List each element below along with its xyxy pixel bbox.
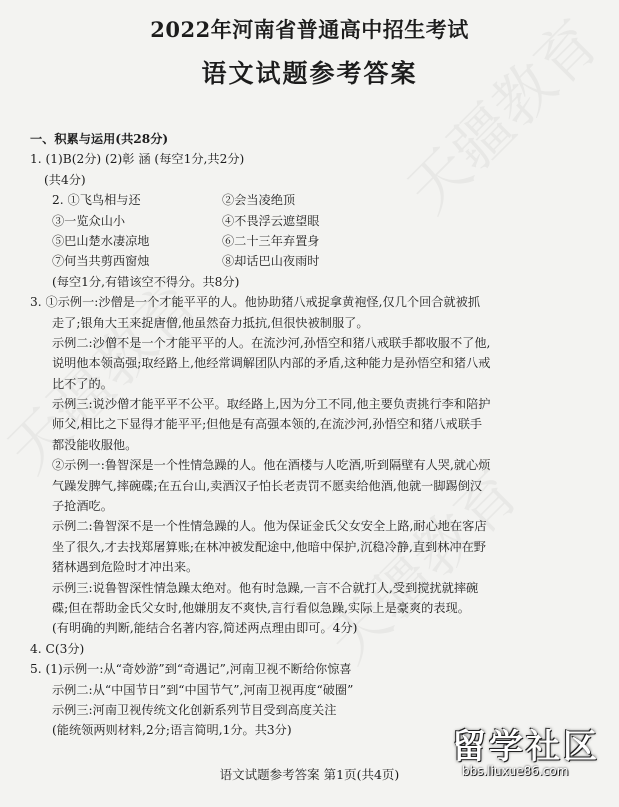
answer-line: (有明确的判断,能结合名著内容,简述两点理由即可。4分) — [52, 621, 358, 636]
answer-cell: ⑥二十三年弃置身 — [222, 233, 320, 248]
answer-row — [30, 190, 590, 210]
answer-line: 碟;但在帮助金氏父女时,他嫌朋友不爽快,言行看似急躁,实际上是豪爽的表现。 — [52, 600, 470, 615]
answer-line: 示例二:鲁智深不是一个性情急躁的人。他为保证金氏父女安全上路,耐心地在客店 — [52, 519, 487, 534]
answer-title: 语文试题参考答案 — [201, 59, 418, 88]
answer-cell: ③一览众山小 — [52, 213, 126, 228]
answer-line: ②示例一:鲁智深是一个性情急躁的人。他在酒楼与人吃酒,听到隔壁有人哭,就心烦 — [52, 458, 491, 473]
answer-line: 示例二:从“中国节日”到“中国节气”,河南卫视再度“破圈” — [52, 682, 354, 697]
answer-line: 走了;银角大王来捉唐僧,他虽然奋力抵抗,但很快被制服了。 — [52, 315, 369, 330]
answer-line: 猪林遇到危险时才冲出来。 — [52, 560, 199, 575]
page-footer: 语文试题参考答案 第1页(共4页) — [219, 767, 400, 782]
answer-line: 坐了很久,才去找郑屠算账;在林冲被发配途中,他暗中保护,沉稳冷静,直到林冲在野 — [52, 539, 486, 554]
answer-cell: ⑤巴山楚水凄凉地 — [52, 233, 150, 248]
answer-line: 示例三:说沙僧才能平平不公平。取经路上,因为分工不同,他主要负责挑行李和陪护 — [52, 397, 491, 412]
answer-content — [30, 129, 590, 741]
answer-line: 1. (1)B(2分) (2)彰 涵 (每空1分,共2分) — [30, 152, 245, 167]
answer-line: 说明他本领高强;取经路上,他经常调解团队内部的矛盾,这种能力是孙悟空和猪八戒 — [52, 356, 491, 371]
answer-cell: 2. ①飞鸟相与还 — [52, 193, 141, 208]
answer-line: 4. C(3分) — [30, 641, 85, 656]
answer-line: 5. (1)示例一:从“奇妙游”到“奇遇记”,河南卫视不断给你惊喜 — [30, 662, 352, 677]
answer-line: 师父,相比之下显得才能平平;但他是有高强本领的,在流沙河,孙悟空和猪八戒联手 — [52, 417, 483, 432]
site-logo — [452, 719, 612, 793]
answer-row — [30, 231, 590, 251]
logo-text: 留学社区 — [452, 727, 600, 767]
answer-line: 比不了的。 — [52, 376, 113, 391]
answer-line: (共4分) — [44, 172, 86, 187]
answer-cell: ⑧却话巴山夜雨时 — [222, 254, 320, 269]
answer-row — [30, 251, 590, 271]
section-heading: 一、积累与运用(共28分) — [30, 132, 169, 146]
exam-title: 2022年河南省普通高中招生考试 — [150, 17, 469, 42]
answer-cell: ②会当凌绝顶 — [222, 193, 296, 208]
answer-line: 子抢酒吃。 — [52, 499, 113, 514]
answer-line: 示例二:沙僧不是一个才能平平的人。在流沙河,孙悟空和猪八戒联手都收服不了他, — [52, 335, 491, 350]
logo-url: bbs.liuxue86.com — [462, 764, 569, 778]
answer-line: 气躁发脾气,摔碗碟;在五台山,卖酒汉子怕长老责罚不愿卖给他酒,他就一脚踢倒汉 — [52, 478, 483, 493]
answer-line: 示例三:河南卫视传统文化创新系列节目受到高度关注 — [52, 702, 337, 717]
answer-line: 都没能收服他。 — [52, 437, 138, 452]
answer-cell: ⑦何当共剪西窗烛 — [52, 254, 150, 269]
answer-line: 示例三:说鲁智深性情急躁太绝对。他有时急躁,一言不合就打人,受到搅扰就摔碗 — [52, 580, 479, 595]
answer-line: (每空1分,有错该空不得分。共8分) — [52, 274, 240, 289]
answer-row — [30, 211, 590, 231]
answer-line: 3. ①示例一:沙僧是一个才能平平的人。他协助猪八戒捉拿黄袍怪,仅几个回合就被抓 — [30, 295, 481, 310]
answer-line: (能统领两则材料,2分;语言简明,1分。共3分) — [52, 723, 292, 738]
answer-cell: ④不畏浮云遮望眼 — [222, 213, 320, 228]
